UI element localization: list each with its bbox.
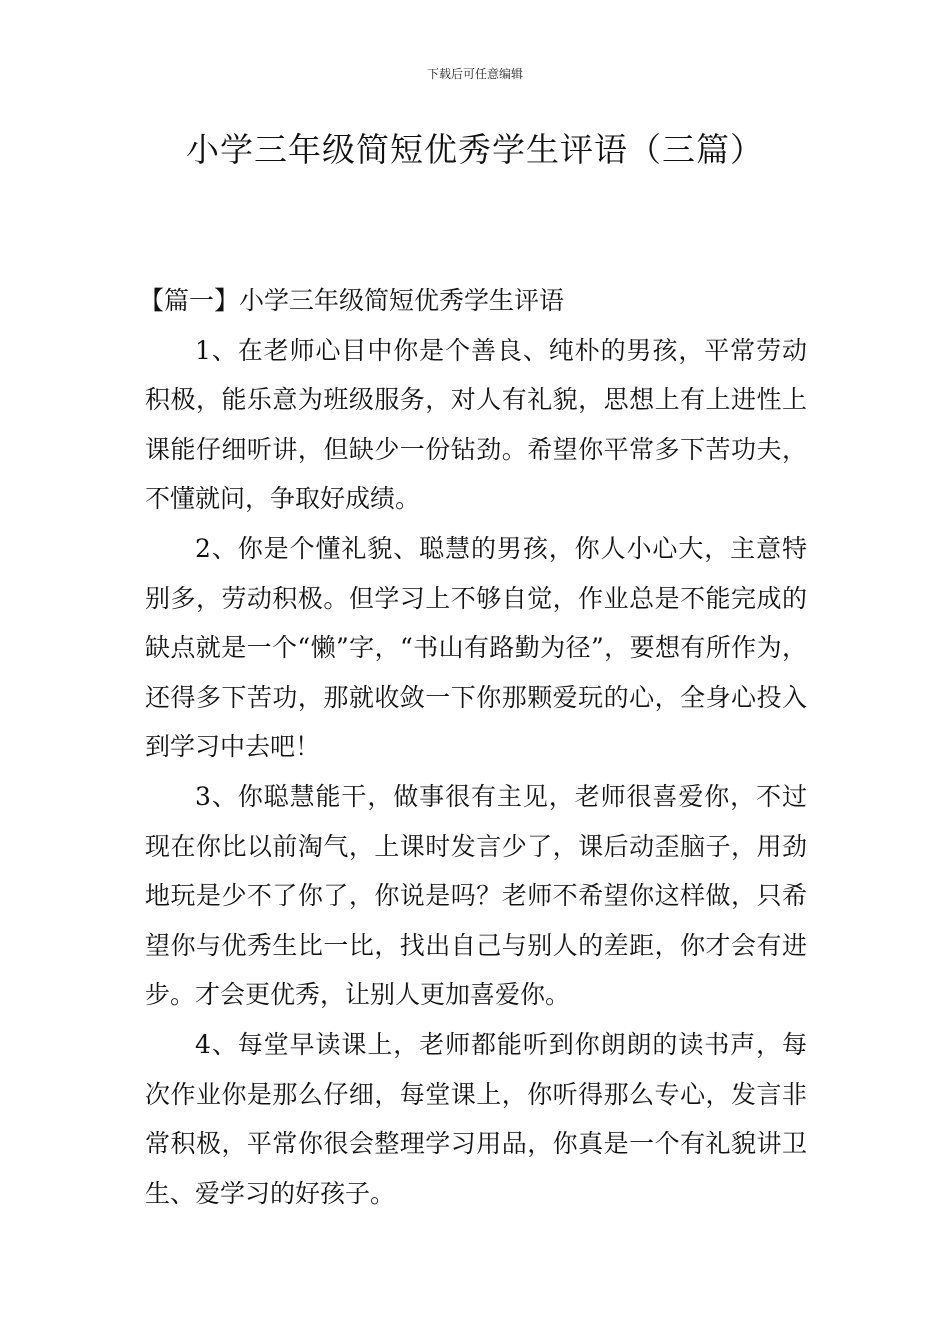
comment-paragraph-3: 3、你聪慧能干，做事很有主见，老师很喜爱你，不过现在你比以前淘气，上课时发言少了，课后动歪脑子，用劲地玩是少不了你了，你说是吗？老师不希望你这样做，只希望你与优秀生比一比，找出自己与别人的差距，你才会有进步。才会更优秀，让别人更加喜爱你。 [145,781,807,1010]
section-heading: 【篇一】小学三年级简短优秀学生评语 [139,286,565,315]
document-body [139,276,807,1218]
comment-paragraph-2: 2、你是个懂礼貌、聪慧的男孩，你人小心大，主意特别多，劳动积极。但学习上不够自觉，作业总是不能完成的缺点就是一个“懒”字，“书山有路勤为径”，要想有所作为，还得多下苦功，那就收敛一下你那颗爱玩的心，全身心投入到学习中去吧！ [145,533,807,762]
comment-paragraph-4: 4、每堂早读课上，老师都能听到你朗朗的读书声，每次作业你是那么仔细，每堂课上，你听得那么专心，发言非常积极，平常你很会整理学习用品，你真是一个有礼貌讲卫生、爱学习的好孩子。 [145,1029,807,1208]
comment-paragraph-1: 1、在老师心目中你是个善良、纯朴的男孩，平常劳动积极，能乐意为班级服务，对人有礼貌，思想上有上进性上课能仔细听讲，但缺少一份钻劲。希望你平常多下苦功夫，不懂就问，争取好成绩。 [145,335,807,514]
document-title: 小学三年级简短优秀学生评语（三篇） [186,130,764,169]
header-note: 下载后可任意编辑 [426,67,523,81]
